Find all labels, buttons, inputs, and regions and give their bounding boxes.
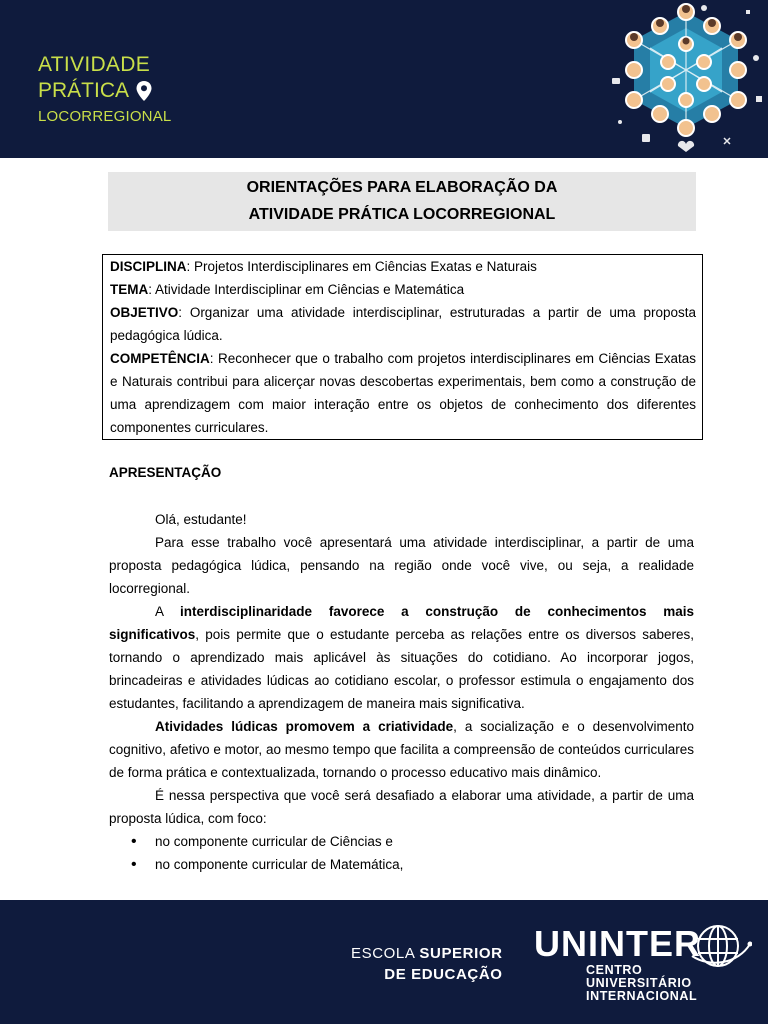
page-footer: [0, 900, 768, 1024]
paragraph-2: A interdisciplinaridade favorece a construção de conhecimentos mais significativos, pois permite que o estudante perceba as relações entre os diversos saberes, tornando o aprendizado mais aplicável às situações do cotidiano. Ao incorporar jogos, brincadeiras e atividades lúdicas ao cotidiano escolar, o professor estimula o engajamento dos estudantes, facilitando a aprendizagem de maneira mais significativa.: [109, 604, 694, 711]
location-pin-icon: [135, 80, 153, 102]
page-header: [0, 0, 768, 158]
document-title: [108, 172, 696, 231]
course-info-box: [102, 254, 703, 440]
focus-list: [109, 830, 694, 876]
list-item: • no componente curricular de Ciências e: [109, 830, 694, 853]
title-line1: ORIENTAÇÕES PARA ELABORAÇÃO DA: [246, 179, 558, 196]
presentation-text: [109, 508, 694, 876]
brand-line3: LOCORREGIONAL: [38, 108, 172, 125]
section-heading: APRESENTAÇÃO: [109, 465, 222, 480]
title-line2: ATIVIDADE PRÁTICA LOCORREGIONAL: [248, 206, 556, 223]
paragraph-1: Para esse trabalho você apresentará uma atividade interdisciplinar, a partir de uma proposta pedagógica lúdica, pensando na região onde você vive, ou seja, a realidade locorregional.: [109, 535, 694, 596]
list-item: • no componente curricular de Matemática,: [109, 853, 694, 876]
paragraph-3: Atividades lúdicas promovem a criatividade, a socialização e o desenvolvimento cognitivo, afetivo e motor, ao mesmo tempo que facilita a compreensão de conteúdos curriculares de forma prática e contextualizada, tornando o processo educativo mais dinâmico.: [109, 719, 694, 780]
paragraph-4: É nessa perspectiva que você será desafiado a elaborar uma atividade, a partir de uma proposta lúdica, com foco:: [109, 788, 694, 826]
competencia-row: COMPETÊNCIA: Reconhecer que o trabalho com projetos interdisciplinares em Ciências Exatas e Naturais contribui para alicerçar novas descobertas experimentais, bem como a construção de uma aprendizagem com maior interação entre os objetos de conhecimento dos diferentes componentes curriculares.: [110, 351, 696, 435]
brand-block: [38, 52, 171, 128]
disciplina-row: DISCIPLINA: Projetos Interdisciplinares em Ciências Exatas e Naturais: [110, 259, 537, 274]
brand-line1: ATIVIDADE: [38, 53, 150, 76]
people-network-icon: [606, 0, 768, 158]
objetivo-row: OBJETIVO: Organizar uma atividade interdisciplinar, estruturadas a partir de uma proposta pedagógica lúdica.: [110, 305, 696, 343]
uninter-logo: UNINTER CENTRO UNIVERSITÁRIO INTERNACIONAL: [534, 923, 701, 1003]
brand-line2: PRÁTICA: [38, 79, 130, 102]
globe-icon: [690, 922, 752, 970]
tema-row: TEMA: Atividade Interdisciplinar em Ciências e Matemática: [110, 282, 465, 297]
school-name: ESCOLA SUPERIOR DE EDUCAÇÃO: [351, 945, 503, 983]
greeting: Olá, estudante!: [155, 512, 247, 527]
logo-name: UNINTER: [534, 923, 701, 964]
